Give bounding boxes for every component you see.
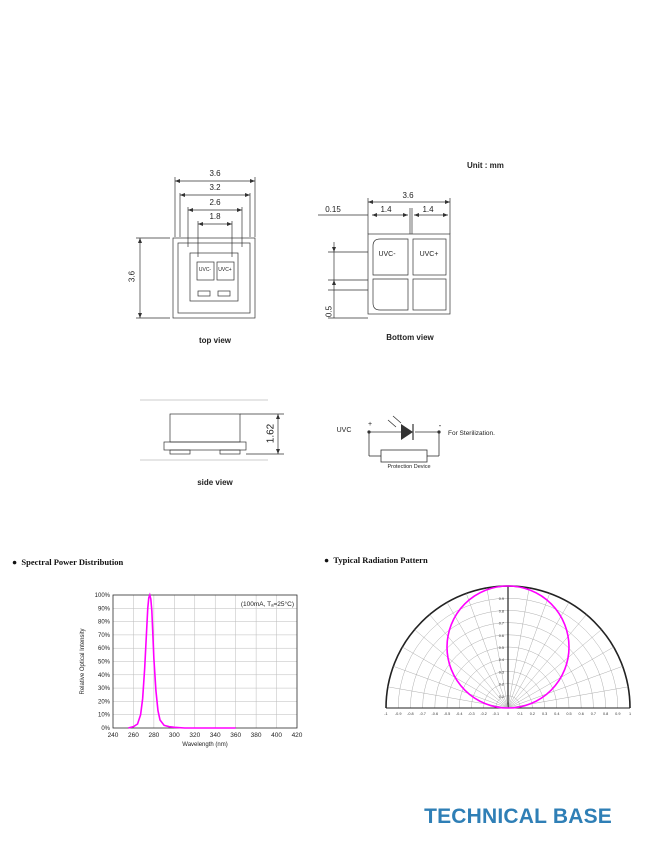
x-axis-label: Wavelength (nm) <box>182 742 228 748</box>
bottom-pad-right: UVC+ <box>419 251 439 258</box>
circuit-input-label: UVC <box>336 427 352 434</box>
side-height-dim: 1.62 <box>265 423 277 444</box>
y-tick-label: 100% <box>94 593 110 599</box>
spectral-chart <box>70 580 320 755</box>
polar-r-tick: 0.5 <box>498 646 504 650</box>
polar-x-tick: 0.9 <box>615 712 621 716</box>
polar-x-tick: 0.1 <box>517 712 523 716</box>
top-side-dim: 3.6 <box>127 270 137 283</box>
top-dim-4: 1.8 <box>209 212 221 221</box>
polar-r-tick: 0.2 <box>498 682 504 687</box>
x-tick-label: 400 <box>271 732 282 739</box>
polar-x-tick: 1 <box>628 712 632 716</box>
polar-x-tick: 0.5 <box>566 712 572 716</box>
circuit-plus: + <box>367 421 373 428</box>
polar-x-tick: -0.7 <box>419 712 426 716</box>
radiation-polar-chart <box>378 597 643 725</box>
y-tick-label: 20% <box>97 699 110 706</box>
x-tick-label: 360 <box>230 732 242 739</box>
polar-x-tick: 0 <box>506 712 510 716</box>
polar-x-tick: -0.4 <box>455 712 463 716</box>
bottom-dim-2: 1.4 <box>380 205 392 214</box>
polar-x-tick: 0.2 <box>529 712 536 716</box>
bottom-view-caption: Bottom view <box>386 333 434 342</box>
x-tick-label: 380 <box>250 732 262 739</box>
y-tick-label: 50% <box>97 659 110 666</box>
x-tick-label: 420 <box>291 732 303 739</box>
polar-x-tick: -0.8 <box>407 712 414 716</box>
circuit-output-label: For Sterilization. <box>448 430 495 437</box>
polar-x-tick: 0.8 <box>602 712 609 716</box>
polar-x-tick: -0.3 <box>468 712 475 716</box>
polar-x-tick: -0.5 <box>443 712 451 716</box>
y-tick-label: 40% <box>97 672 110 679</box>
polar-r-tick: 0.8 <box>498 609 504 614</box>
polar-r-tick: 0.3 <box>498 670 504 675</box>
polar-r-tick: 0.7 <box>498 621 504 626</box>
bottom-side-dim: 0.5 <box>324 305 334 318</box>
x-tick-label: 240 <box>107 732 119 739</box>
polar-x-tick: 0.6 <box>578 712 584 716</box>
polar-radial-line <box>508 630 601 708</box>
x-tick-label: 320 <box>189 732 201 739</box>
chart-annotation: (100mA, Tₐ=25°C) <box>240 601 294 608</box>
polar-r-tick: 0.6 <box>498 633 504 638</box>
y-axis-label: Relative Optical Intensity <box>80 628 86 695</box>
polar-x-tick: -0.1 <box>492 712 500 716</box>
top-view-drawing <box>120 165 270 325</box>
bottom-dim-1: 3.6 <box>402 191 414 200</box>
bullet-icon: ● <box>12 557 22 567</box>
y-tick-label: 80% <box>97 619 110 626</box>
polar-x-tick: -0.9 <box>394 712 402 716</box>
polar-x-tick: -0.6 <box>431 712 439 716</box>
polar-x-tick: -1 <box>384 712 388 716</box>
bottom-dim-3: 1.4 <box>422 205 434 214</box>
top-dim-1: 3.6 <box>209 169 221 178</box>
y-tick-label: 0% <box>101 726 110 732</box>
top-dim-2: 3.2 <box>209 183 221 192</box>
y-tick-label: 90% <box>97 606 110 613</box>
spectral-section-title: ● Spectral Power Distribution <box>12 557 124 567</box>
side-view-caption: side view <box>197 478 233 487</box>
polar-x-tick: 0.4 <box>554 712 560 716</box>
polar-r-tick: 0.1 <box>498 694 504 699</box>
x-tick-label: 340 <box>209 732 221 739</box>
y-tick-label: 10% <box>97 712 110 719</box>
polar-r-tick: 0.4 <box>498 658 504 663</box>
y-tick-label: 30% <box>97 686 110 693</box>
y-tick-label: 60% <box>97 646 110 653</box>
bottom-dim-4: 0.15 <box>325 205 341 214</box>
radiation-section-title: ● Typical Radiation Pattern <box>324 555 428 565</box>
polar-x-tick: -0.2 <box>480 712 487 716</box>
top-view-caption: top view <box>198 336 231 345</box>
top-pad-right: UVC+ <box>218 267 232 273</box>
polar-radial-line <box>415 630 508 708</box>
bottom-pad-left: UVC- <box>378 251 396 258</box>
circuit-minus: - <box>438 421 442 430</box>
x-tick-label: 280 <box>148 732 160 739</box>
x-tick-label: 300 <box>168 732 180 739</box>
x-tick-label: 260 <box>128 732 139 739</box>
polar-x-tick: 0.3 <box>541 712 548 716</box>
top-dim-3: 2.6 <box>209 198 221 207</box>
unit-label: Unit : mm <box>467 161 504 170</box>
protection-device-label: Protection Device <box>387 464 431 470</box>
brand-footer: TECHNICAL BASE <box>424 805 612 828</box>
bullet-icon: ● <box>324 555 334 565</box>
polar-r-tick: 0.9 <box>498 597 504 602</box>
top-pad-left: UVC- <box>198 267 212 273</box>
polar-x-tick: 0.7 <box>590 712 597 716</box>
y-tick-label: 70% <box>97 632 110 639</box>
